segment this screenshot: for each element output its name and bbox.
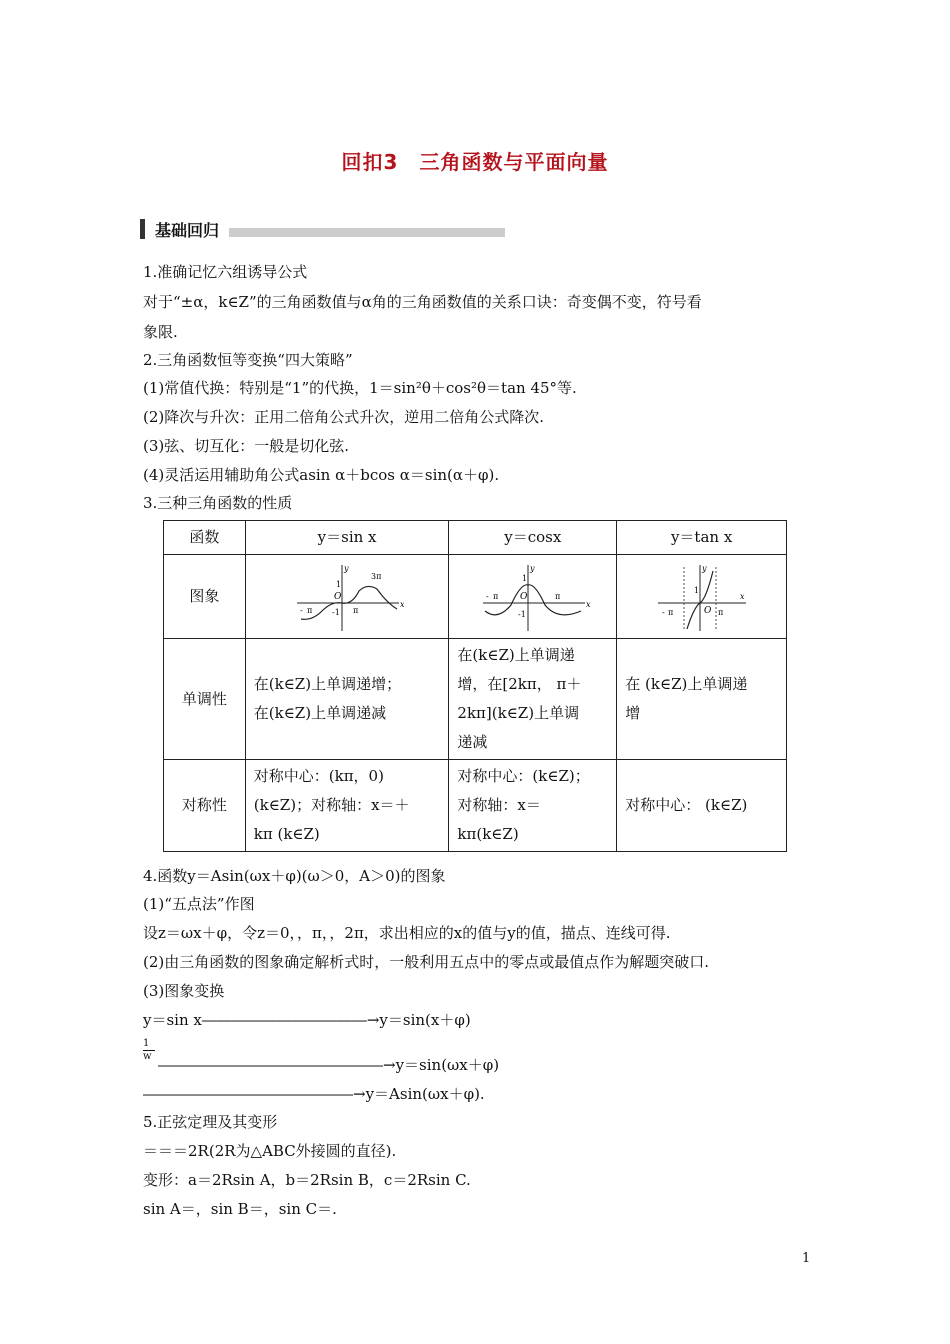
p5-line-1: ＝＝＝2R(2R为△ABC外接圆的直径). [143, 1142, 397, 1160]
p2-line-2: (2)降次与升次：正用二倍角公式升次，逆用二倍角公式降次. [143, 408, 545, 426]
tan-monotonicity [617, 639, 787, 760]
transform-step-2: ―――――――――――――――→y＝sin(ωx＋φ) [158, 1056, 500, 1074]
three-pi-label: 3π [371, 571, 382, 581]
minus-label: - [485, 591, 489, 601]
table-header-function: 函数 [164, 521, 246, 555]
section-marker [140, 219, 145, 239]
section-rule [229, 228, 505, 237]
p1-line-1: 对于“±α，k∈Z”的三角函数值与α角的三角函数值的关系口诀：奇变偶不变，符号看 [143, 293, 702, 311]
p1-heading: 1.准确记忆六组诱导公式 [143, 263, 308, 281]
table-row [164, 639, 787, 760]
x-label: x [739, 591, 745, 601]
sin-mono-line-1: 在(k∈Z)上单调递增； [253, 675, 402, 693]
pi-label: π [554, 591, 561, 601]
origin-label: O [334, 591, 342, 602]
cos-mono-line-4: 递减 [457, 733, 488, 751]
page-title: 回扣3 三角函数与平面向量 [341, 150, 609, 174]
tangent-graph [652, 561, 752, 633]
table-row [164, 555, 787, 639]
p4-line-1: (1)“五点法”作图 [143, 895, 255, 913]
cos-mono-line-1: 在(k∈Z)上单调递 [457, 646, 575, 664]
minus-label: - [661, 607, 665, 617]
cosine-curve [485, 584, 581, 614]
one-label: 1 [693, 585, 699, 595]
sin-graph-cell [245, 555, 449, 639]
sin-sym-line-1: 对称中心：(kπ，0) [253, 767, 384, 785]
transform-step-3: ――――――――――――――→y＝Asin(ωx＋φ). [143, 1085, 485, 1103]
tan-symmetry: 对称中心： (k∈Z) [617, 760, 787, 852]
origin-label: O [703, 605, 712, 616]
p2-line-3: (3)弦、切互化：一般是切化弦. [143, 437, 350, 455]
cos-sym-line-1: 对称中心：(k∈Z)； [457, 767, 590, 785]
neg-pi-label: π [492, 591, 499, 601]
neg-one-label: -1 [517, 609, 526, 619]
cos-symmetry [449, 760, 617, 852]
neg-one-label: -1 [332, 607, 340, 617]
p2-line-1: (1)常值代换：特别是“1”的代换，1＝sin²θ＋cos²θ＝tan 45°等. [143, 379, 577, 397]
one-label: 1 [521, 573, 527, 583]
transform-step-1: y＝sin x―――――――――――→y＝sin(x＋φ) [143, 1011, 471, 1029]
y-label: y [701, 563, 707, 573]
row-label-monotonicity: 单调性 [164, 639, 246, 760]
x-label: x [400, 599, 405, 609]
minus-label: - [300, 605, 303, 615]
cosine-graph [473, 561, 593, 633]
fraction-numerator: 1 [143, 1038, 150, 1049]
cos-mono-line-2: 增，在[2kπ， π＋ [457, 675, 582, 693]
one-label: 1 [336, 579, 342, 589]
trig-properties-table [163, 520, 787, 852]
p3-heading: 3.三种三角函数的性质 [143, 494, 293, 512]
x-label: x [585, 599, 591, 609]
p1-line-2: 象限. [143, 323, 178, 341]
pi-label: π [353, 605, 359, 615]
p4-line-2: 设z＝ωx＋φ，令z＝0，，π，，2π，求出相应的x的值与y的值，描点、连线可得. [143, 924, 671, 942]
page-number: 1 [802, 1251, 811, 1266]
y-label: y [529, 563, 535, 573]
tan-mono-line-2: 增 [625, 704, 641, 722]
p2-heading: 2.三角函数恒等变换“四大策略” [143, 351, 353, 369]
p4-line-4: (3)图象变换 [143, 982, 225, 1000]
cos-mono-line-3: 2kπ](k∈Z)上单调 [457, 704, 580, 722]
neg-pi-label: π [307, 605, 313, 615]
table-row [164, 521, 787, 555]
pi-label: π [717, 607, 723, 617]
sin-monotonicity [245, 639, 449, 760]
sin-sym-line-2: (k∈Z)；对称轴：x＝＋ [253, 796, 410, 814]
section-label: 基础回归 [155, 220, 220, 240]
sine-graph [287, 561, 407, 633]
section-header [140, 218, 505, 240]
sin-symmetry [245, 760, 449, 852]
table-header-sin: y＝sin x [245, 521, 449, 555]
table-header-cos: y＝cosx [449, 521, 617, 555]
y-label: y [344, 563, 349, 573]
cos-sym-line-2: 对称轴：x＝ [457, 796, 541, 814]
origin-label: O [519, 591, 528, 602]
cos-monotonicity [449, 639, 617, 760]
table-header-tan: y＝tan x [617, 521, 787, 555]
tan-graph-cell [617, 555, 787, 639]
p4-heading: 4.函数y＝Asin(ωx＋φ)(ω＞0，A＞0)的图象 [143, 867, 446, 885]
tan-mono-line-1: 在 (k∈Z)上单调递 [625, 675, 748, 693]
table-row [164, 760, 787, 852]
sin-sym-line-3: kπ (k∈Z) [253, 825, 320, 843]
p4-line-3: (2)由三角函数的图象确定解析式时，一般利用五点中的零点或最值点作为解题突破口. [143, 953, 710, 971]
neg-pi-label: π [667, 607, 673, 617]
row-label-symmetry: 对称性 [164, 760, 246, 852]
p5-heading: 5.正弦定理及其变形 [143, 1113, 278, 1131]
p5-line-3: sin A＝，sin B＝，sin C＝. [143, 1200, 337, 1218]
p2-line-4: (4)灵活运用辅助角公式asin α＋bcos α＝sin(α＋φ). [143, 466, 500, 484]
cos-sym-line-3: kπ(k∈Z) [457, 825, 519, 843]
fraction-denominator: w [143, 1050, 155, 1063]
sin-mono-line-2: 在(k∈Z)上单调递减 [253, 704, 387, 722]
cos-graph-cell [449, 555, 617, 639]
p5-line-2: 变形：a＝2Rsin A，b＝2Rsin B，c＝2Rsin C. [143, 1171, 471, 1189]
row-label-graph: 图象 [164, 555, 246, 639]
